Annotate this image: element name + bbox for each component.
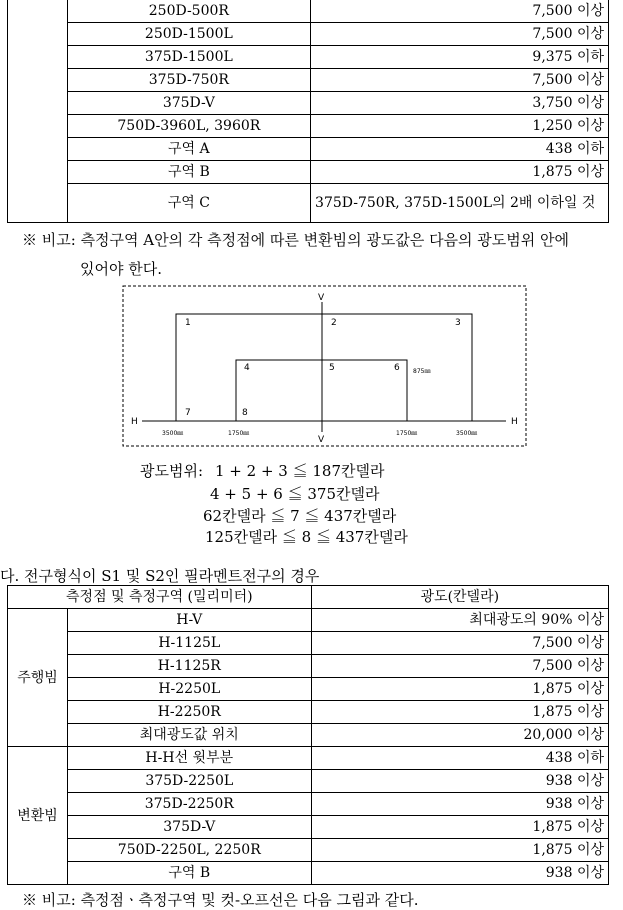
range-2: 4 + 5 + 6 ≦ 375칸델라 (210, 485, 380, 503)
point-value: 1,875 이상 (311, 701, 608, 724)
v-label-top: V (318, 293, 325, 303)
point-2: 2 (331, 318, 337, 328)
table-row (8, 678, 609, 701)
dim-3500-left: 3500㎜ (162, 430, 184, 437)
point-value: 438 이하 (311, 138, 609, 161)
table-row (8, 184, 609, 223)
point-3: 3 (455, 318, 461, 328)
point-value: 938 이상 (311, 770, 608, 793)
zone-a-diagram (0, 282, 623, 452)
point-name: 구역 A (67, 138, 310, 161)
point-value: 7,500 이상 (311, 0, 609, 23)
point-value: 3,750 이상 (311, 92, 609, 115)
table-row (8, 770, 609, 793)
point-name: 구역 B (67, 862, 311, 885)
table-row (8, 816, 609, 839)
table-row (8, 747, 609, 770)
table-row (8, 609, 609, 632)
table-row (8, 138, 609, 161)
group-passing-beam: 변환빔 (8, 747, 68, 885)
point-name: 750D-3960L, 3960R (67, 115, 310, 138)
note-line-1: ※ 비고: 측정구역 A안의 각 측정점에 따른 변환빔의 광도값은 다음의 광도범위 안에 (22, 231, 570, 249)
table-row (8, 862, 609, 885)
table-row (8, 115, 609, 138)
group-driving-beam: 주행빔 (8, 609, 68, 747)
point-value: 1,875 이상 (311, 839, 608, 862)
range-3: 62칸델라 ≦ 7 ≦ 437칸델라 (203, 507, 397, 525)
h-label-left: H (131, 417, 138, 427)
range-4: 125칸델라 ≦ 8 ≦ 437칸델라 (205, 528, 408, 546)
point-5: 5 (329, 363, 335, 373)
point-name: H-1125L (67, 632, 311, 655)
table-row (8, 701, 609, 724)
table-row (8, 23, 609, 46)
v-label-bottom: V (318, 435, 325, 445)
table-row (8, 793, 609, 816)
table-upper (7, 0, 609, 223)
point-name: H-2250L (67, 678, 311, 701)
point-1: 1 (185, 318, 191, 328)
point-name: 최대광도값 위치 (67, 724, 311, 747)
range-label: 광도범위: (140, 462, 204, 480)
range-1: 1 + 2 + 3 ≦ 187칸델라 (215, 462, 385, 480)
point-name: 375D-1500L (67, 46, 310, 69)
note-2: ※ 비고: 측정점ㆍ측정구역 및 컷-오프선은 다음 그림과 같다. (22, 891, 419, 909)
dim-1750-left: 1750㎜ (228, 430, 250, 437)
table-row (8, 839, 609, 862)
point-value: 1,875 이상 (311, 816, 608, 839)
table-row (8, 46, 609, 69)
point-value: 7,500 이상 (311, 655, 608, 678)
dim-3500-right: 3500㎜ (456, 430, 478, 437)
point-value: 9,375 이하 (311, 46, 609, 69)
point-value: 최대광도의 90% 이상 (311, 609, 608, 632)
point-value: 7,500 이상 (311, 23, 609, 46)
point-value: 438 이하 (311, 747, 608, 770)
table-row (8, 161, 609, 184)
table-header-row (8, 586, 609, 609)
point-name: 250D-500R (67, 0, 310, 23)
point-name: 750D-2250L, 2250R (67, 839, 311, 862)
point-name: 구역 B (67, 161, 310, 184)
point-value: 1,875 이상 (311, 161, 609, 184)
group-cell (8, 0, 68, 223)
point-8: 8 (242, 408, 248, 418)
point-4: 4 (244, 363, 250, 373)
point-name: 375D-2250R (67, 793, 311, 816)
point-name: H-1125R (67, 655, 311, 678)
point-value: 938 이상 (311, 793, 608, 816)
point-name: H-H선 윗부분 (67, 747, 311, 770)
point-7: 7 (185, 408, 191, 418)
point-value: 375D-750R, 375D-1500L의 2배 이하일 것 (311, 184, 609, 223)
table-row (8, 69, 609, 92)
point-value: 7,500 이상 (311, 69, 609, 92)
note-line-2: 있어야 한다. (80, 260, 162, 278)
diagram-frame (123, 286, 526, 446)
table-s1-s2 (7, 585, 609, 885)
section-heading: 다. 전구형식이 S1 및 S2인 필라멘트전구의 경우 (0, 567, 320, 585)
point-name: 375D-V (67, 92, 310, 115)
table-row (8, 632, 609, 655)
table-row (8, 92, 609, 115)
point-6: 6 (394, 363, 400, 373)
point-value: 1,250 이상 (311, 115, 609, 138)
point-name: 375D-750R (67, 69, 310, 92)
h-label-right: H (511, 417, 518, 427)
dim-1750-right: 1750㎜ (396, 430, 418, 437)
table-row (8, 655, 609, 678)
point-value: 1,875 이상 (311, 678, 608, 701)
point-name: H-2250R (67, 701, 311, 724)
point-value: 7,500 이상 (311, 632, 608, 655)
header-measure-point: 측정점 및 측정구역 (밀리미터) (8, 586, 312, 609)
point-value: 20,000 이상 (311, 724, 608, 747)
table-row (8, 0, 609, 23)
point-name: 250D-1500L (67, 23, 310, 46)
point-value: 938 이상 (311, 862, 608, 885)
point-name: 375D-2250L (67, 770, 311, 793)
table-row (8, 724, 609, 747)
point-name: H-V (67, 609, 311, 632)
point-name: 375D-V (67, 816, 311, 839)
point-name: 구역 C (67, 184, 310, 223)
header-intensity: 광도(칸델라) (311, 586, 608, 609)
dim-875: 875㎜ (413, 368, 431, 375)
